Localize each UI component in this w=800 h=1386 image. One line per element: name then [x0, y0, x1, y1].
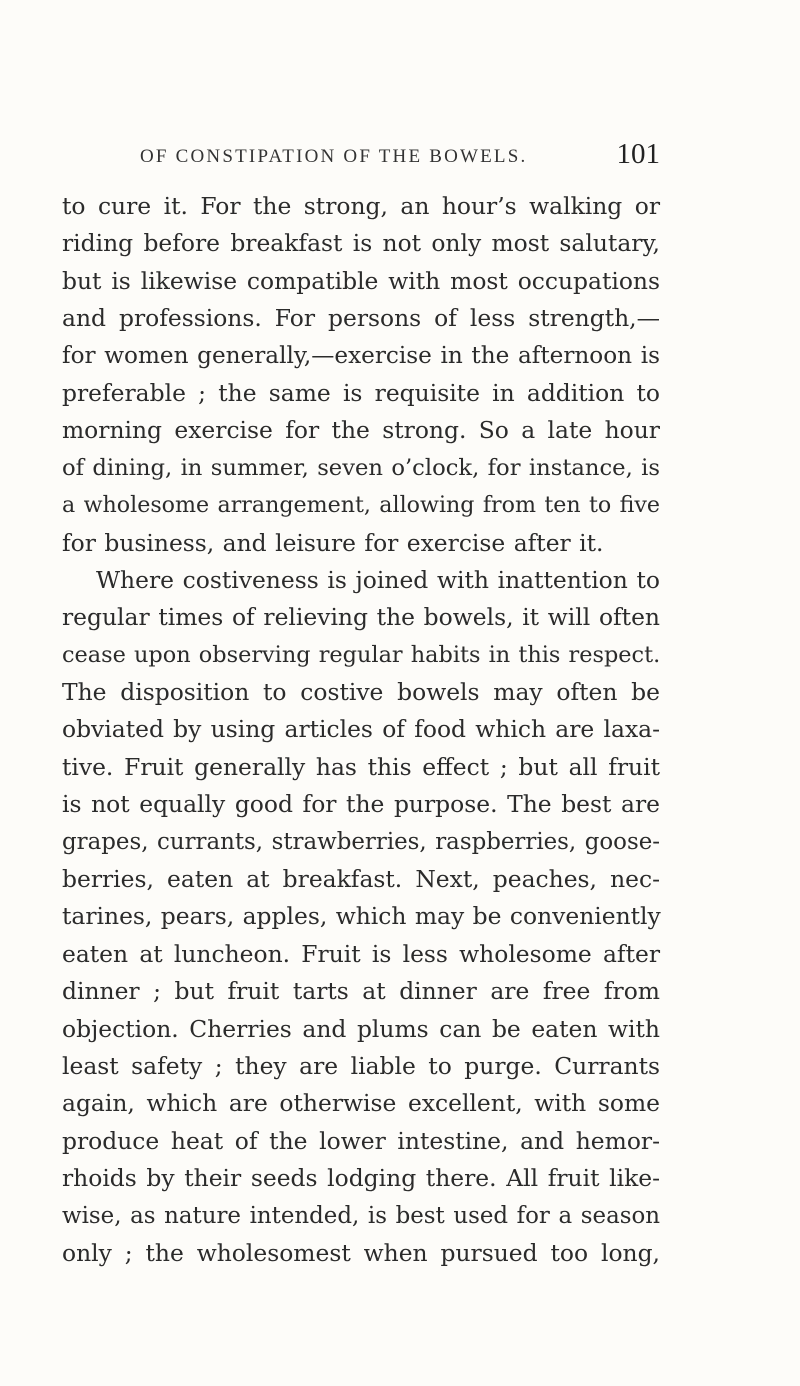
running-title: OF CONSTIPATION OF THE BOWELS.: [140, 146, 528, 167]
text-line: to cure it. For the strong, an hour’s walking or: [62, 192, 660, 220]
page-number: 101: [616, 138, 660, 170]
text-line: is not equally good for the purpose. The best are: [62, 790, 660, 819]
text-line: tive. Fruit generally has this effect ; but all fruit: [62, 752, 660, 781]
text-line: objection. Cherries and plums can be eaten with: [62, 1014, 660, 1043]
text-line: rhoids by their seeds lodging there. All fruit like-: [62, 1164, 660, 1193]
text-line: of dining, in summer, seven o’clock, for instance, is: [62, 454, 660, 481]
text-line: produce heat of the lower intestine, and hemor-: [62, 1126, 660, 1155]
text-line: and professions. For persons of less strength,—: [62, 304, 660, 333]
text-line: tarines, pears, apples, which may be conveniently: [62, 902, 661, 931]
text-line: regular times of relieving the bowels, it will often: [62, 603, 660, 632]
text-line: obviated by using articles of food which are laxa-: [62, 715, 660, 744]
text-line: eaten at luncheon. Fruit is less wholesome after: [62, 939, 660, 968]
text-line: only ; the wholesomest when pursued too long,: [62, 1238, 660, 1267]
paragraph-first-line: Where costiveness is joined with inattention to: [96, 565, 660, 594]
text-line: grapes, currants, strawberries, raspberries, goose-: [62, 828, 660, 855]
text-line: a wholesome arrangement, allowing from ten to five: [62, 492, 660, 519]
paragraph-last-line: for business, and leisure for exercise after it.: [62, 528, 604, 557]
text-line: preferable ; the same is requisite in addition to: [62, 378, 660, 407]
running-header: [140, 138, 660, 178]
text-line: again, which are otherwise excellent, with some: [62, 1089, 660, 1118]
body-text: [62, 188, 660, 1272]
text-line: riding before breakfast is not only most salutary,: [62, 229, 660, 258]
text-line: berries, eaten at breakfast. Next, peaches, nec-: [62, 865, 660, 894]
text-line: least safety ; they are liable to purge. Currants: [62, 1051, 660, 1080]
text-line: The disposition to costive bowels may often be: [62, 678, 660, 707]
text-line: morning exercise for the strong. So a late hour: [62, 416, 660, 445]
text-line: wise, as nature intended, is best used for a season: [62, 1202, 660, 1229]
text-line: but is likewise compatible with most occupations: [62, 266, 660, 295]
text-line: cease upon observing regular habits in this respect.: [62, 641, 661, 668]
text-line: for women generally,—exercise in the afternoon is: [62, 342, 660, 369]
text-line: dinner ; but fruit tarts at dinner are free from: [62, 977, 660, 1006]
